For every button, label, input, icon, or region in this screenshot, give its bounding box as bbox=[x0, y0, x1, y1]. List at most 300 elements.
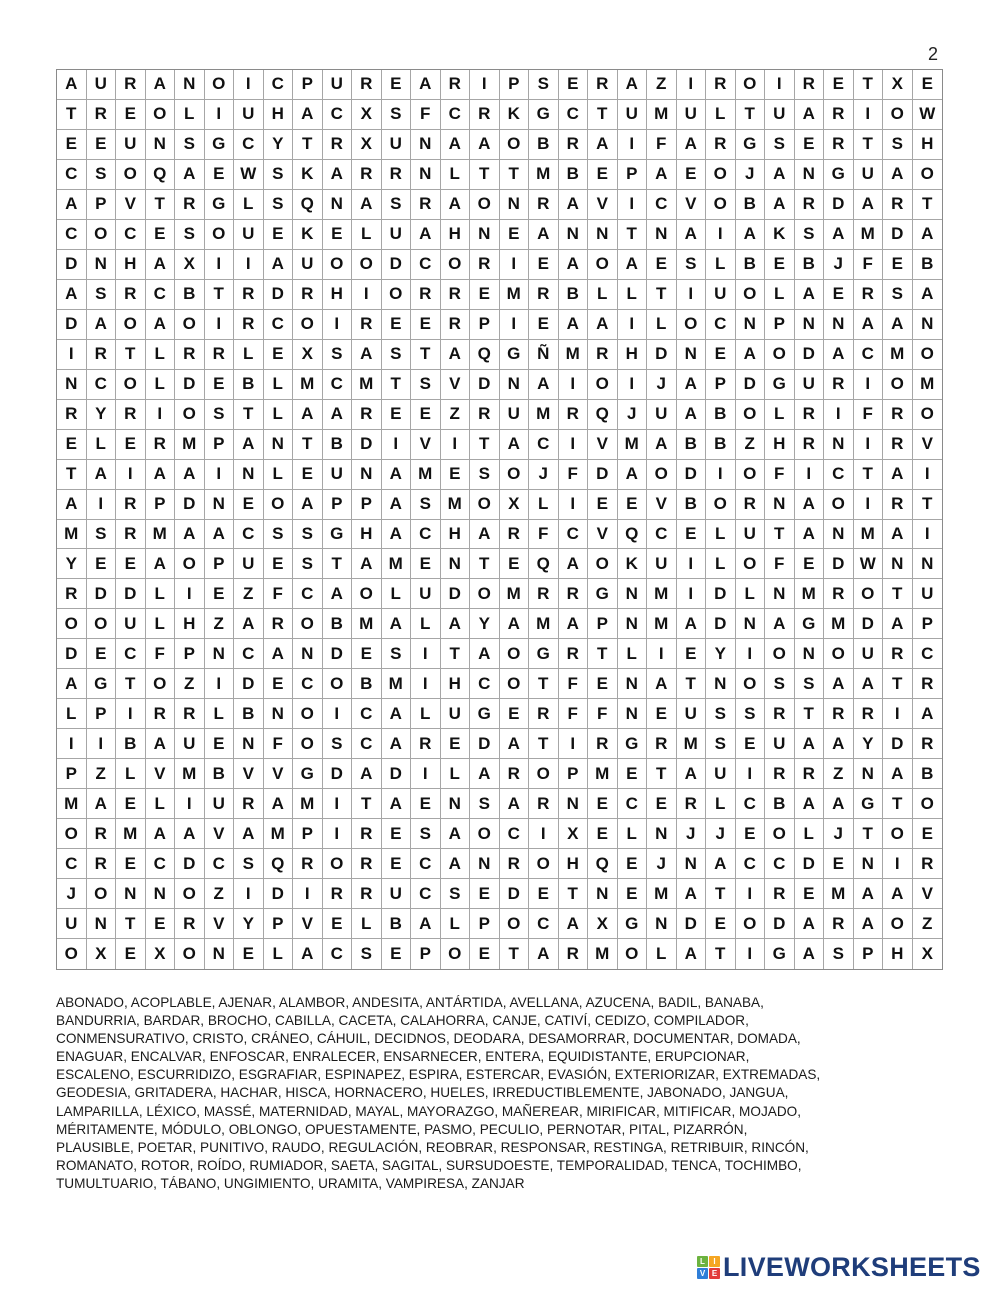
grid-cell[interactable]: T bbox=[116, 909, 146, 939]
grid-cell[interactable]: X bbox=[921, 944, 933, 964]
grid-cell[interactable]: A bbox=[382, 460, 412, 490]
grid-cell[interactable]: N bbox=[470, 220, 500, 250]
grid-cell[interactable]: U bbox=[411, 579, 441, 609]
grid-cell[interactable]: O bbox=[293, 310, 323, 340]
grid-cell[interactable]: F bbox=[264, 579, 294, 609]
grid-cell[interactable]: L bbox=[411, 609, 441, 639]
grid-cell[interactable]: O bbox=[913, 400, 943, 430]
grid-cell[interactable]: C bbox=[323, 939, 353, 969]
grid-cell[interactable]: T bbox=[883, 669, 913, 699]
grid-cell[interactable]: R bbox=[441, 70, 471, 100]
grid-cell[interactable]: I bbox=[647, 639, 677, 669]
grid-cell[interactable]: S bbox=[411, 819, 441, 849]
grid-cell[interactable]: C bbox=[647, 520, 677, 550]
grid-cell[interactable]: U bbox=[500, 400, 530, 430]
grid-cell[interactable]: F bbox=[765, 549, 795, 579]
grid-cell[interactable]: E bbox=[323, 909, 353, 939]
grid-cell[interactable]: N bbox=[824, 430, 854, 460]
grid-cell[interactable]: R bbox=[470, 100, 500, 130]
grid-cell[interactable]: E bbox=[264, 669, 294, 699]
grid-cell[interactable]: G bbox=[736, 130, 766, 160]
grid-cell[interactable]: O bbox=[647, 460, 677, 490]
grid-cell[interactable]: N bbox=[559, 789, 589, 819]
grid-cell[interactable]: A bbox=[795, 909, 825, 939]
grid-cell[interactable]: O bbox=[736, 460, 766, 490]
grid-cell[interactable]: P bbox=[500, 70, 530, 100]
grid-cell[interactable]: U bbox=[736, 520, 766, 550]
grid-cell[interactable]: O bbox=[470, 190, 500, 220]
grid-cell[interactable]: J bbox=[57, 879, 87, 909]
grid-cell[interactable]: A bbox=[146, 729, 176, 759]
grid-cell[interactable]: T bbox=[883, 789, 913, 819]
grid-cell[interactable]: E bbox=[588, 669, 618, 699]
grid-cell[interactable]: S bbox=[382, 190, 412, 220]
grid-cell[interactable]: T bbox=[854, 819, 884, 849]
grid-cell[interactable]: L bbox=[706, 789, 736, 819]
grid-cell[interactable]: U bbox=[205, 789, 235, 819]
grid-cell[interactable]: R bbox=[411, 280, 441, 310]
grid-cell[interactable]: O bbox=[57, 819, 87, 849]
grid-cell[interactable]: C bbox=[529, 430, 559, 460]
grid-cell[interactable]: M bbox=[352, 370, 382, 400]
grid-cell[interactable]: A bbox=[470, 520, 500, 550]
grid-cell[interactable]: E bbox=[470, 280, 500, 310]
grid-cell[interactable]: S bbox=[264, 190, 294, 220]
grid-cell[interactable]: S bbox=[175, 220, 205, 250]
grid-cell[interactable]: E bbox=[411, 310, 441, 340]
grid-cell[interactable]: L bbox=[234, 190, 264, 220]
grid-cell[interactable]: A bbox=[146, 250, 176, 280]
grid-cell[interactable]: A bbox=[441, 849, 471, 879]
grid-cell[interactable]: A bbox=[411, 909, 441, 939]
grid-cell[interactable]: C bbox=[57, 849, 87, 879]
grid-cell[interactable]: S bbox=[382, 639, 412, 669]
grid-cell[interactable]: T bbox=[234, 400, 264, 430]
grid-cell[interactable]: O bbox=[175, 400, 205, 430]
grid-cell[interactable]: D bbox=[87, 579, 117, 609]
grid-cell[interactable]: U bbox=[116, 130, 146, 160]
grid-cell[interactable]: O bbox=[116, 160, 146, 190]
grid-cell[interactable]: L bbox=[765, 400, 795, 430]
grid-cell[interactable]: C bbox=[736, 789, 766, 819]
grid-cell[interactable]: T bbox=[293, 130, 323, 160]
grid-cell[interactable]: U bbox=[57, 909, 87, 939]
grid-cell[interactable]: T bbox=[913, 490, 943, 520]
grid-cell[interactable]: X bbox=[87, 939, 117, 969]
grid-cell[interactable]: X bbox=[559, 819, 589, 849]
grid-cell[interactable]: M bbox=[175, 759, 205, 789]
grid-cell[interactable]: M bbox=[500, 579, 530, 609]
grid-cell[interactable]: U bbox=[382, 130, 412, 160]
grid-cell[interactable]: E bbox=[795, 549, 825, 579]
grid-cell[interactable]: R bbox=[588, 70, 618, 100]
grid-cell[interactable]: E bbox=[205, 729, 235, 759]
grid-cell[interactable]: N bbox=[854, 849, 884, 879]
grid-cell[interactable]: R bbox=[116, 520, 146, 550]
grid-cell[interactable]: S bbox=[765, 669, 795, 699]
grid-cell[interactable]: O bbox=[883, 370, 913, 400]
grid-cell[interactable]: K bbox=[293, 160, 323, 190]
grid-cell[interactable]: R bbox=[352, 400, 382, 430]
grid-cell[interactable]: O bbox=[441, 939, 471, 969]
grid-cell[interactable]: F bbox=[529, 520, 559, 550]
grid-cell[interactable]: B bbox=[913, 250, 943, 280]
grid-cell[interactable]: S bbox=[234, 849, 264, 879]
grid-cell[interactable]: A bbox=[293, 490, 323, 520]
grid-cell[interactable]: R bbox=[234, 310, 264, 340]
grid-cell[interactable]: B bbox=[706, 430, 736, 460]
grid-cell[interactable]: I bbox=[500, 310, 530, 340]
grid-cell[interactable]: O bbox=[913, 160, 943, 190]
grid-cell[interactable]: O bbox=[765, 340, 795, 370]
grid-cell[interactable]: P bbox=[264, 909, 294, 939]
grid-cell[interactable]: A bbox=[382, 789, 412, 819]
grid-cell[interactable]: I bbox=[500, 250, 530, 280]
grid-cell[interactable]: N bbox=[677, 849, 707, 879]
grid-cell[interactable]: D bbox=[824, 549, 854, 579]
grid-cell[interactable]: A bbox=[913, 220, 943, 250]
grid-cell[interactable]: A bbox=[677, 609, 707, 639]
grid-cell[interactable]: N bbox=[411, 130, 441, 160]
grid-cell[interactable]: I bbox=[205, 100, 235, 130]
grid-cell[interactable]: O bbox=[175, 549, 205, 579]
grid-cell[interactable]: I bbox=[736, 759, 766, 789]
grid-cell[interactable]: O bbox=[706, 490, 736, 520]
grid-cell[interactable]: F bbox=[588, 699, 618, 729]
grid-cell[interactable]: B bbox=[116, 729, 146, 759]
grid-cell[interactable]: I bbox=[736, 879, 766, 909]
grid-cell[interactable]: E bbox=[677, 639, 707, 669]
grid-cell[interactable]: N bbox=[854, 759, 884, 789]
grid-cell[interactable]: L bbox=[441, 160, 471, 190]
grid-cell[interactable]: D bbox=[677, 460, 707, 490]
grid-cell[interactable]: R bbox=[146, 699, 176, 729]
grid-cell[interactable]: I bbox=[618, 130, 648, 160]
grid-cell[interactable]: J bbox=[647, 849, 677, 879]
grid-cell[interactable]: T bbox=[500, 160, 530, 190]
grid-cell[interactable]: B bbox=[234, 370, 264, 400]
grid-cell[interactable]: G bbox=[618, 729, 648, 759]
grid-cell[interactable]: I bbox=[205, 250, 235, 280]
grid-cell[interactable]: P bbox=[352, 490, 382, 520]
grid-cell[interactable]: D bbox=[588, 460, 618, 490]
grid-cell[interactable]: G bbox=[323, 520, 353, 550]
grid-cell[interactable]: A bbox=[87, 789, 117, 819]
grid-cell[interactable]: I bbox=[824, 400, 854, 430]
grid-cell[interactable]: A bbox=[795, 100, 825, 130]
grid-cell[interactable]: P bbox=[205, 549, 235, 579]
grid-cell[interactable]: I bbox=[323, 310, 353, 340]
grid-cell[interactable]: L bbox=[146, 609, 176, 639]
grid-cell[interactable]: U bbox=[382, 879, 412, 909]
grid-cell[interactable]: R bbox=[264, 609, 294, 639]
grid-cell[interactable]: P bbox=[146, 490, 176, 520]
grid-cell[interactable]: I bbox=[352, 280, 382, 310]
grid-cell[interactable]: O bbox=[913, 340, 943, 370]
grid-cell[interactable]: E bbox=[736, 729, 766, 759]
grid-cell[interactable]: C bbox=[57, 160, 87, 190]
grid-cell[interactable]: A bbox=[57, 190, 87, 220]
grid-cell[interactable]: D bbox=[647, 340, 677, 370]
grid-cell[interactable]: A bbox=[441, 609, 471, 639]
grid-cell[interactable]: R bbox=[500, 849, 530, 879]
grid-cell[interactable]: M bbox=[677, 729, 707, 759]
grid-cell[interactable]: I bbox=[854, 490, 884, 520]
grid-cell[interactable]: R bbox=[87, 849, 117, 879]
grid-cell[interactable]: I bbox=[87, 490, 117, 520]
grid-cell[interactable]: I bbox=[559, 490, 589, 520]
grid-cell[interactable]: V bbox=[588, 430, 618, 460]
grid-cell[interactable]: Z bbox=[205, 879, 235, 909]
grid-cell[interactable]: N bbox=[913, 549, 943, 579]
grid-cell[interactable]: C bbox=[205, 849, 235, 879]
grid-cell[interactable]: A bbox=[234, 430, 264, 460]
grid-cell[interactable]: T bbox=[116, 669, 146, 699]
grid-cell[interactable]: N bbox=[500, 190, 530, 220]
grid-cell[interactable]: M bbox=[529, 609, 559, 639]
grid-cell[interactable]: V bbox=[441, 370, 471, 400]
grid-cell[interactable]: N bbox=[588, 879, 618, 909]
grid-cell[interactable]: S bbox=[795, 669, 825, 699]
grid-cell[interactable]: E bbox=[234, 490, 264, 520]
grid-cell[interactable]: T bbox=[736, 100, 766, 130]
grid-cell[interactable]: E bbox=[116, 549, 146, 579]
grid-cell[interactable]: J bbox=[529, 460, 559, 490]
grid-cell[interactable]: B bbox=[323, 609, 353, 639]
grid-cell[interactable]: I bbox=[883, 699, 913, 729]
grid-cell[interactable]: E bbox=[116, 430, 146, 460]
grid-cell[interactable]: C bbox=[146, 280, 176, 310]
grid-cell[interactable]: A bbox=[883, 160, 913, 190]
grid-cell[interactable]: M bbox=[441, 490, 471, 520]
grid-cell[interactable]: C bbox=[352, 729, 382, 759]
grid-cell[interactable]: D bbox=[175, 849, 205, 879]
grid-cell[interactable]: P bbox=[765, 310, 795, 340]
grid-cell[interactable]: I bbox=[736, 639, 766, 669]
grid-cell[interactable]: N bbox=[795, 160, 825, 190]
grid-cell[interactable]: N bbox=[87, 250, 117, 280]
grid-cell[interactable]: T bbox=[293, 430, 323, 460]
grid-cell[interactable]: A bbox=[529, 939, 559, 969]
grid-cell[interactable]: T bbox=[559, 879, 589, 909]
grid-cell[interactable]: I bbox=[175, 579, 205, 609]
grid-cell[interactable]: C bbox=[736, 849, 766, 879]
grid-cell[interactable]: N bbox=[234, 460, 264, 490]
grid-cell[interactable]: E bbox=[647, 250, 677, 280]
grid-cell[interactable]: A bbox=[559, 609, 589, 639]
grid-cell[interactable]: A bbox=[500, 609, 530, 639]
grid-cell[interactable]: F bbox=[411, 100, 441, 130]
grid-cell[interactable]: T bbox=[913, 190, 943, 220]
grid-cell[interactable]: A bbox=[677, 370, 707, 400]
grid-cell[interactable]: O bbox=[323, 669, 353, 699]
grid-cell[interactable]: R bbox=[175, 340, 205, 370]
grid-cell[interactable]: R bbox=[529, 190, 559, 220]
grid-cell[interactable]: Z bbox=[87, 759, 117, 789]
grid-cell[interactable]: I bbox=[618, 310, 648, 340]
grid-cell[interactable]: S bbox=[205, 400, 235, 430]
grid-cell[interactable]: M bbox=[293, 789, 323, 819]
grid-cell[interactable]: O bbox=[205, 70, 235, 100]
grid-cell[interactable]: E bbox=[736, 819, 766, 849]
grid-cell[interactable]: Q bbox=[529, 549, 559, 579]
grid-cell[interactable]: E bbox=[765, 250, 795, 280]
grid-cell[interactable]: O bbox=[500, 909, 530, 939]
grid-cell[interactable]: A bbox=[323, 400, 353, 430]
grid-cell[interactable]: A bbox=[470, 759, 500, 789]
grid-cell[interactable]: O bbox=[736, 909, 766, 939]
grid-cell[interactable]: U bbox=[677, 699, 707, 729]
grid-cell[interactable]: E bbox=[618, 879, 648, 909]
grid-cell[interactable]: O bbox=[883, 819, 913, 849]
grid-cell[interactable]: I bbox=[382, 430, 412, 460]
grid-cell[interactable]: O bbox=[765, 639, 795, 669]
grid-cell[interactable]: A bbox=[352, 340, 382, 370]
grid-cell[interactable]: K bbox=[765, 220, 795, 250]
grid-cell[interactable]: G bbox=[795, 609, 825, 639]
grid-cell[interactable]: D bbox=[765, 909, 795, 939]
grid-cell[interactable]: L bbox=[647, 310, 677, 340]
grid-cell[interactable]: E bbox=[559, 70, 589, 100]
grid-cell[interactable]: N bbox=[146, 879, 176, 909]
grid-cell[interactable]: A bbox=[441, 130, 471, 160]
grid-cell[interactable]: C bbox=[264, 70, 294, 100]
grid-cell[interactable]: S bbox=[323, 729, 353, 759]
grid-cell[interactable]: C bbox=[323, 370, 353, 400]
grid-cell[interactable]: A bbox=[382, 699, 412, 729]
grid-cell[interactable]: D bbox=[264, 280, 294, 310]
grid-cell[interactable]: L bbox=[234, 340, 264, 370]
grid-cell[interactable]: B bbox=[323, 430, 353, 460]
grid-cell[interactable]: I bbox=[913, 520, 943, 550]
grid-cell[interactable]: U bbox=[913, 579, 943, 609]
grid-cell[interactable]: S bbox=[765, 130, 795, 160]
grid-cell[interactable]: T bbox=[352, 789, 382, 819]
grid-cell[interactable]: Y bbox=[264, 130, 294, 160]
grid-cell[interactable]: I bbox=[146, 400, 176, 430]
grid-cell[interactable]: R bbox=[824, 100, 854, 130]
grid-cell[interactable]: A bbox=[411, 220, 441, 250]
grid-cell[interactable]: R bbox=[529, 699, 559, 729]
grid-cell[interactable]: X bbox=[588, 909, 618, 939]
grid-cell[interactable]: R bbox=[824, 909, 854, 939]
grid-cell[interactable]: G bbox=[500, 340, 530, 370]
grid-cell[interactable]: A bbox=[765, 160, 795, 190]
grid-cell[interactable]: E bbox=[824, 280, 854, 310]
grid-cell[interactable]: A bbox=[57, 280, 87, 310]
grid-cell[interactable]: A bbox=[765, 190, 795, 220]
grid-cell[interactable]: E bbox=[205, 579, 235, 609]
grid-cell[interactable]: M bbox=[647, 609, 677, 639]
grid-cell[interactable]: N bbox=[264, 699, 294, 729]
grid-cell[interactable]: L bbox=[382, 579, 412, 609]
grid-cell[interactable]: E bbox=[824, 849, 854, 879]
grid-cell[interactable]: S bbox=[382, 340, 412, 370]
grid-cell[interactable]: E bbox=[57, 430, 87, 460]
grid-cell[interactable]: C bbox=[529, 909, 559, 939]
grid-cell[interactable]: Z bbox=[736, 430, 766, 460]
grid-cell[interactable]: S bbox=[175, 130, 205, 160]
grid-cell[interactable]: A bbox=[618, 250, 648, 280]
grid-cell[interactable]: L bbox=[618, 639, 648, 669]
grid-cell[interactable]: L bbox=[146, 579, 176, 609]
grid-cell[interactable]: C bbox=[854, 340, 884, 370]
grid-cell[interactable]: E bbox=[234, 939, 264, 969]
grid-cell[interactable]: A bbox=[146, 549, 176, 579]
grid-cell[interactable]: C bbox=[323, 100, 353, 130]
grid-cell[interactable]: E bbox=[647, 789, 677, 819]
grid-cell[interactable]: R bbox=[559, 639, 589, 669]
grid-cell[interactable]: L bbox=[146, 370, 176, 400]
grid-cell[interactable]: A bbox=[559, 310, 589, 340]
grid-cell[interactable]: N bbox=[234, 729, 264, 759]
grid-cell[interactable]: B bbox=[205, 759, 235, 789]
grid-cell[interactable]: H bbox=[116, 250, 146, 280]
grid-cell[interactable]: M bbox=[382, 549, 412, 579]
grid-cell[interactable]: N bbox=[765, 490, 795, 520]
grid-cell[interactable]: P bbox=[706, 370, 736, 400]
grid-cell[interactable]: S bbox=[470, 789, 500, 819]
grid-cell[interactable]: A bbox=[559, 549, 589, 579]
grid-cell[interactable]: E bbox=[441, 460, 471, 490]
grid-cell[interactable]: M bbox=[647, 100, 677, 130]
grid-cell[interactable]: V bbox=[293, 909, 323, 939]
grid-cell[interactable]: B bbox=[175, 280, 205, 310]
grid-cell[interactable]: O bbox=[470, 579, 500, 609]
grid-cell[interactable]: D bbox=[382, 250, 412, 280]
grid-cell[interactable]: N bbox=[647, 909, 677, 939]
grid-cell[interactable]: E bbox=[647, 699, 677, 729]
grid-cell[interactable]: E bbox=[588, 819, 618, 849]
grid-cell[interactable]: A bbox=[677, 939, 707, 969]
grid-cell[interactable]: D bbox=[382, 759, 412, 789]
grid-cell[interactable]: A bbox=[382, 729, 412, 759]
grid-cell[interactable]: R bbox=[529, 579, 559, 609]
grid-cell[interactable]: A bbox=[293, 939, 323, 969]
grid-cell[interactable]: Q bbox=[470, 340, 500, 370]
grid-cell[interactable]: I bbox=[854, 100, 884, 130]
grid-cell[interactable]: C bbox=[647, 190, 677, 220]
grid-cell[interactable]: T bbox=[382, 370, 412, 400]
grid-cell[interactable]: A bbox=[647, 430, 677, 460]
grid-cell[interactable]: F bbox=[854, 250, 884, 280]
grid-cell[interactable]: T bbox=[441, 639, 471, 669]
grid-cell[interactable]: A bbox=[293, 100, 323, 130]
grid-cell[interactable]: R bbox=[854, 280, 884, 310]
grid-cell[interactable]: O bbox=[500, 130, 530, 160]
grid-cell[interactable]: R bbox=[795, 70, 825, 100]
grid-cell[interactable]: H bbox=[913, 130, 943, 160]
grid-cell[interactable]: O bbox=[500, 460, 530, 490]
grid-cell[interactable]: N bbox=[824, 310, 854, 340]
grid-cell[interactable]: M bbox=[57, 789, 87, 819]
grid-cell[interactable]: E bbox=[618, 849, 648, 879]
grid-cell[interactable]: R bbox=[588, 729, 618, 759]
grid-cell[interactable]: P bbox=[854, 939, 884, 969]
grid-cell[interactable]: I bbox=[765, 70, 795, 100]
grid-cell[interactable]: N bbox=[293, 639, 323, 669]
grid-cell[interactable]: R bbox=[588, 340, 618, 370]
grid-cell[interactable]: K bbox=[618, 549, 648, 579]
grid-cell[interactable]: N bbox=[795, 310, 825, 340]
grid-cell[interactable]: V bbox=[677, 190, 707, 220]
grid-cell[interactable]: G bbox=[529, 639, 559, 669]
grid-cell[interactable]: Q bbox=[588, 849, 618, 879]
grid-cell[interactable]: D bbox=[234, 669, 264, 699]
grid-cell[interactable]: W bbox=[913, 100, 943, 130]
grid-cell[interactable]: T bbox=[205, 280, 235, 310]
grid-cell[interactable]: I bbox=[677, 549, 707, 579]
